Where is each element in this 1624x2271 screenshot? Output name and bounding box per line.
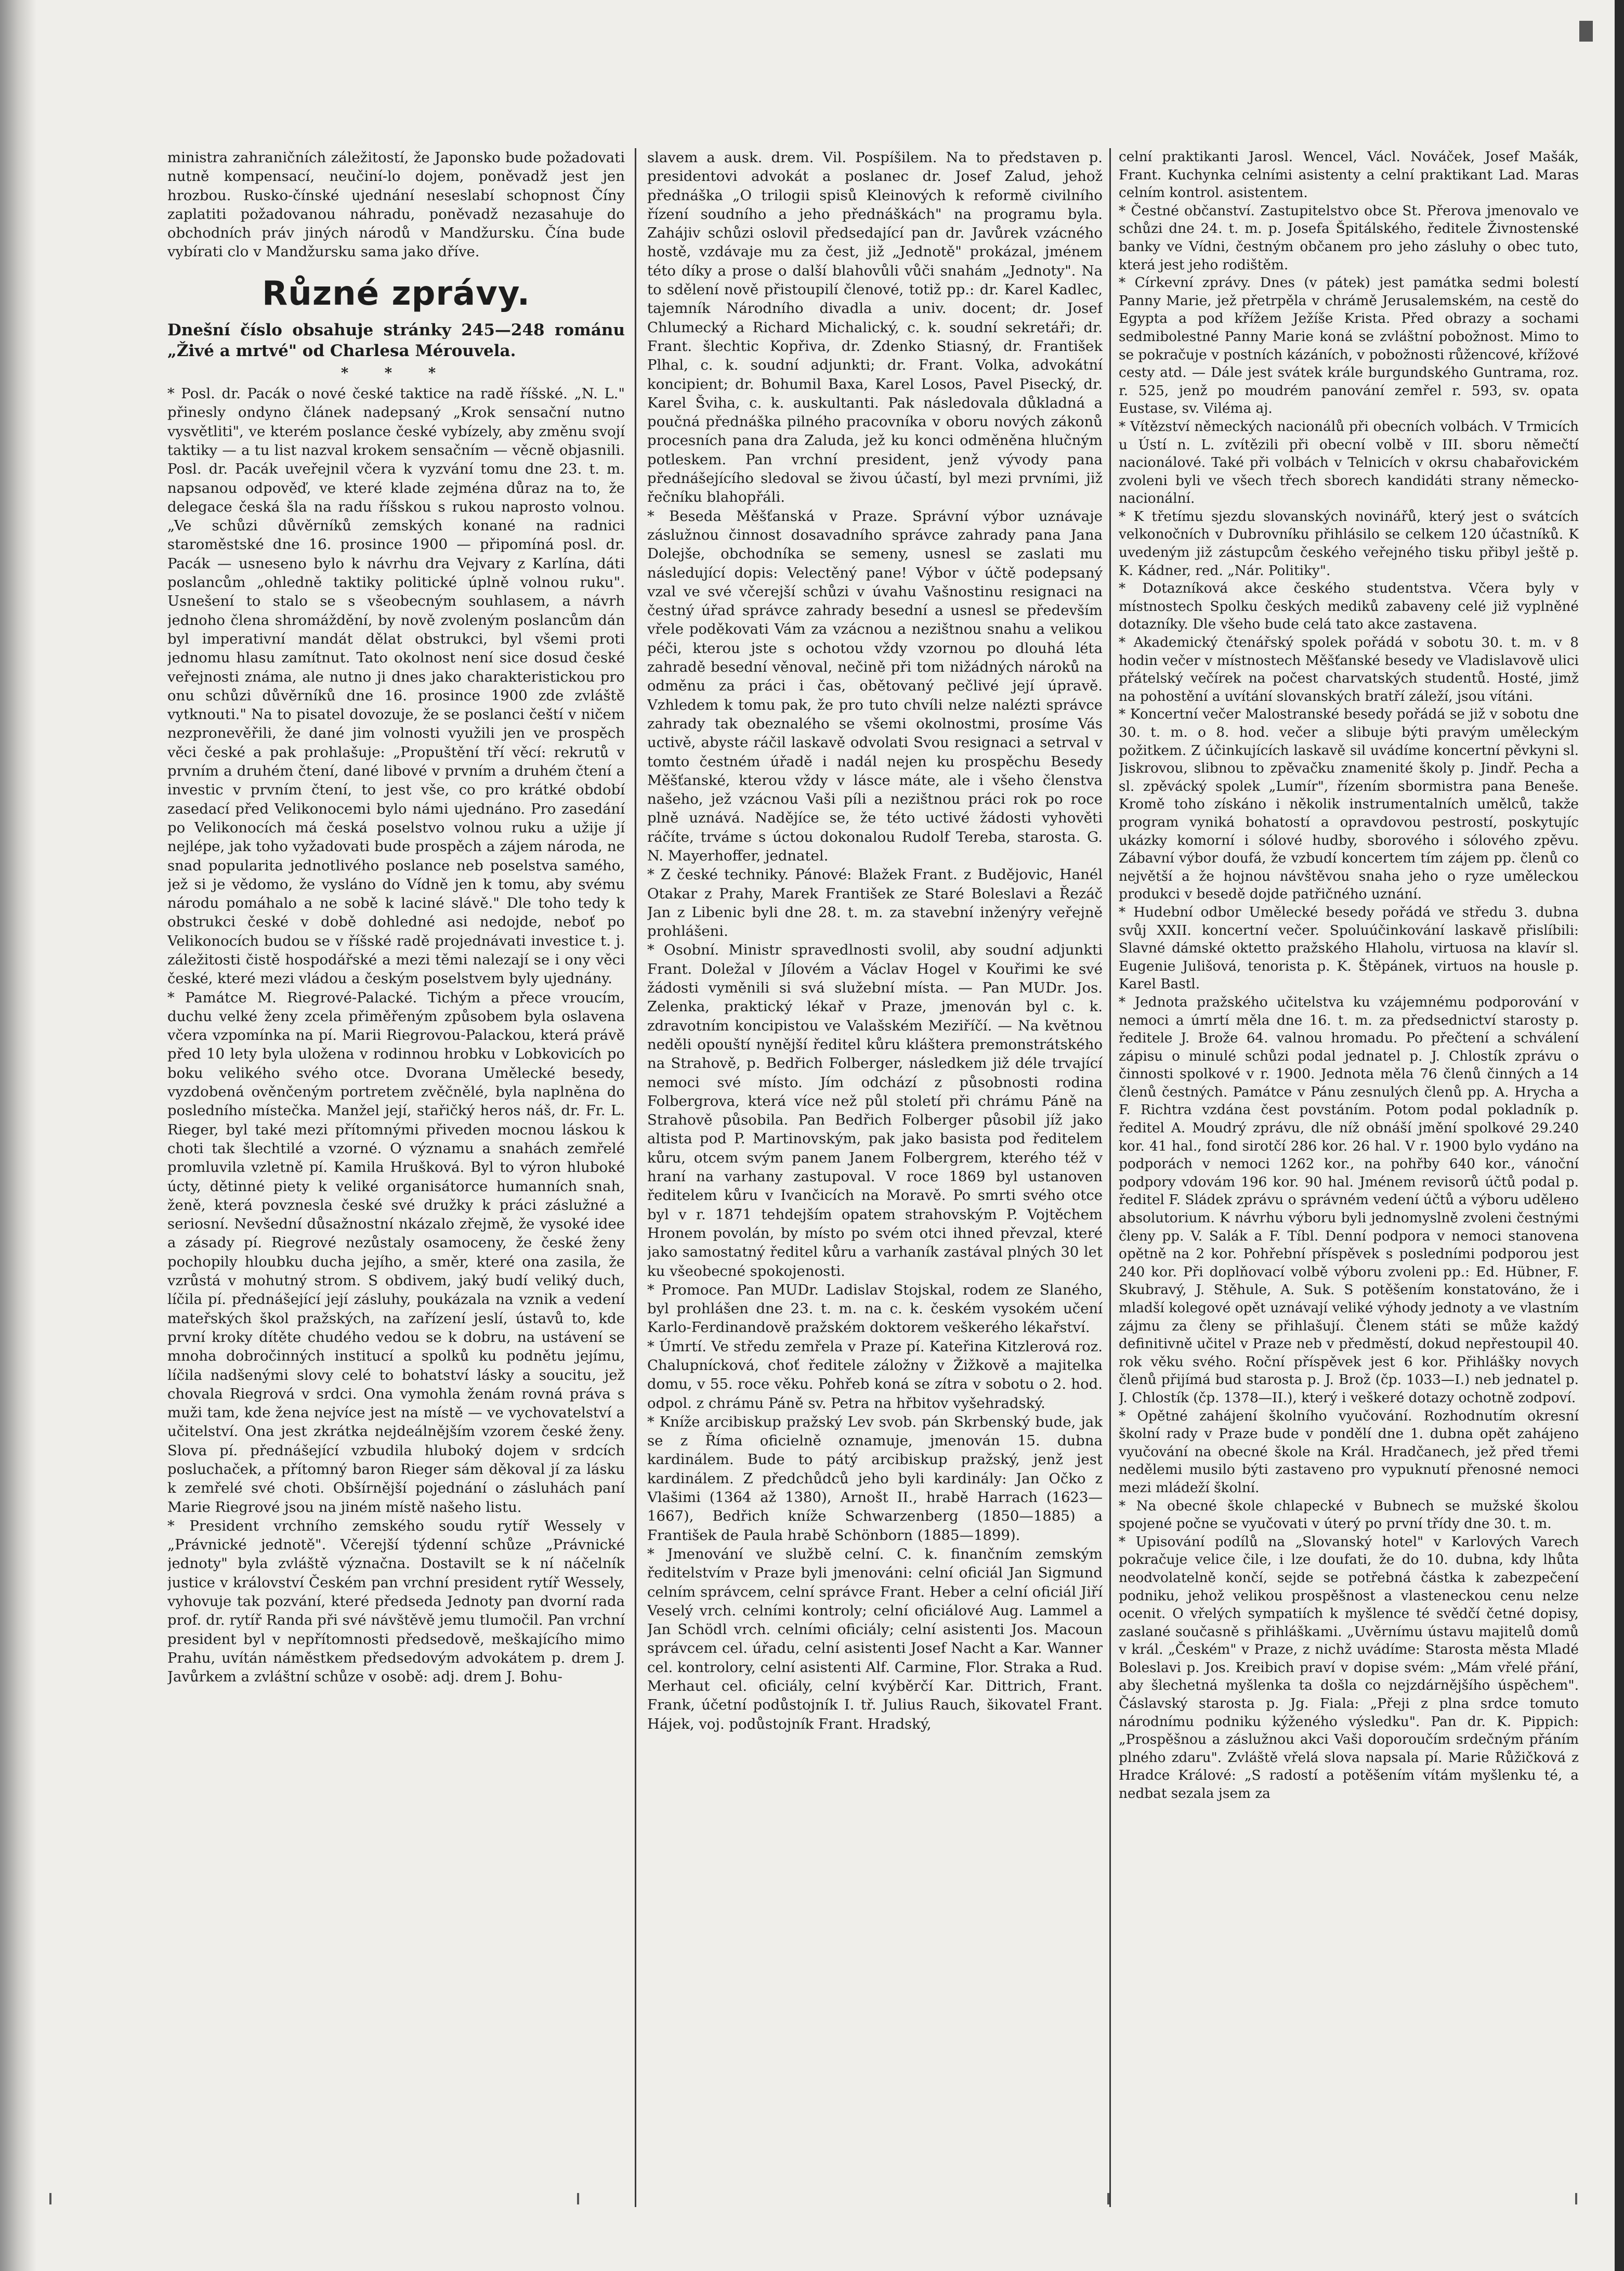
news-item-technika: * Z české techniky. Pánové: Blažek Frant. z Budějovic, Hanél Otakar z Prahy, Marek František ze Staré Boleslavi a Řezáč Jan z Libenic byli dne 28. t. m. za stavební inženýry veřejně prohlášeni.: [647, 866, 1103, 940]
margin-mark: [49, 2193, 51, 2204]
column-right: [1119, 148, 1579, 2202]
margin-mark: [577, 2193, 579, 2204]
bottom-margin-marks: [0, 2193, 1624, 2203]
news-item-obcanstvi: * Čestné občanství. Zastupitelstvo obce St. Přerova jmenovalo ve schůzi dne 24. t. m. p. Josefa Špitálského, ředitele Živnostenské banky ve Vídni, čestným občanem pro jeho zásluhy o obec tuto, která jest jeho rodištěm.: [1119, 203, 1579, 273]
news-item-cirkevni: * Církevní zprávy. Dnes (v pátek) jest památka sedmi bolestí Panny Marie, jež přetrpěla v chrámě Jerusalemském, na cestě do Egypta a pod křížem Ježíše Krista. Před obrazy a sochami sedmibolestné Panny Marie koná se zvláštní pobožnost. Mimo to se pokračuje v postních kázáních, v pobožnosti růžencové, křížové cesty atd. — Dále jest svátek krále burgundského Guntrama, roz. r. 525, jenž po moudrém panování zemřel r. 593, sv. opata Eustase, sv. Viléma aj.: [1119, 275, 1579, 417]
news-item-umrti: * Úmrtí. Ve středu zemřela v Praze pí. Kateřina Kitzlerová roz. Chalupnícková, choť ředitele záložny v Žižkově a majitelka domu, v 55. roce věku. Pohřeb koná se zítra v sobotu o 2. hod. odpol. z chrámu Páně sv. Petra na hřbitov vyšehradský.: [647, 1338, 1103, 1412]
news-item-koncert: * Koncertní večer Malostranské besedy pořádá se již v sobotu dne 30. t. m. o 8. hod. večer a slibuje býti pravým uměleckým požitkem. Z účinkujících laskavě sil uvádíme koncertní pěvkyni sl. Jiskrovou, slibnou to zpěvačku znamenité školy p. Jindř. Pecha a sl. zpěvácký spolek „Lumír", řízením sbormistra pana Beneše. Kromě toho získáno i několik instrumentalních umělců, takže program vyniká bohatostí a opravdovou pestrostí, poskytujíc ukázky komorní i sólové hudby, sborového i sólového zpěvu. Zábavní výbor doufá, že vzbudí koncertem tím zájem pp. členů co největší a že hojnou návštěvou snaha jeho o ryze uměleckou produkci v besedě dojde patřičného uznání.: [1119, 707, 1579, 903]
news-item-continuation: slavem a ausk. drem. Vil. Pospíšilem. Na to představen p. presidentovi advokát a poslanec dr. Josef Zalud, jehož přednáška „O trilogii spisů Kleinových k reformě civilního řízení soudního a jeho přednáškách" na programu byla. Zahájiv schůzi oslovil předsedající pan dr. Javůrek vzácného hostě, vzdávaje mu za čest, již „Jednotě" prokázal, jménem této díky a prose o další blahovůli vůči snahám „Jednoty". Na to sdělení nově přistoupilí členové, totiž pp.: dr. Karel Kadlec, tajemník Národního divadla a univ. docent; dr. Josef Chlumecký a Richard Michalický, c. k. soudní sekretáři; dr. Frant. šlechtic Kopřiva, dr. Zdenko Stiasný, dr. František Plhal, c. k. soudní adjunkti; dr. Frant. Volka, advokátní koncipient; dr. Bohumil Baxa, Karel Losos, Pavel Pisecký, dr. Karel Šviha, c. k. auskultanti. Pak následovala důkladná a poučná přednáška pilného pracovníka v oboru nových zákonů procesních pana dra Zaluda, jež ku konci odměněna hlučným potleskem. Pan vrchní president, jenž vývody pana přednášejícího sledoval se živou účastí, byl mezi prvními, již řečníku blahopřáli.: [647, 149, 1103, 506]
column-divider: [635, 148, 636, 2207]
news-item-riegrova: * Památce M. Riegrové-Palacké. Tichým a přece vroucím, duchu velké ženy zcela přiměřeným způsobem byla oslavena včera vzpomínka na pí. Marii Riegrovou-Palackou, která právě před 10 lety byla uložena v rodinnou hrobku v Lobkovicích po boku velikého svého otce. Dvorana Umělecké besedy, vyzdobená ověnčeným portretem zvěčnělé, byla naplněna do posledního místečka. Manžel její, stařičký heros náš, dr. Fr. L. Rieger, byl také mezi přítomnými přiveden mocnou láskou k choti tak šlechtilé a vzorné. O významu a snahách zemřelé promluvila vzletně pí. Kamila Hrušková. Byl to výron hluboké úcty, dětinné piety k veliké organisátorce humanních snah, ženě, která povznesla české své družky k práci záslužné a seriosní. Nevšední důsažnostní nkázalo zřejmě, že vysoké idee a zásady pí. Riegrové nezůstaly osamoceny, že české ženy pochopily hloubku ducha jejího, a směr, které ona zasila, že vzrůstá v mohutný strom. S obdivem, jaký budí veliký duch, líčila pí. přednášející její zásluhy, poukázala na vznik a vedení mateřských škol pražských, na zařízení jeslí, ústavů to, kde první kroky dítěte chudého vedou se k dobru, na ustávení se mnoha dobročinných institucí a spolků ku podnětu jejímu, líčila nadšenými slovy celé to bohatství lásky a soucitu, jež chovala Riegrová v srdci. Ona vymohla ženám rovná práva s muži tam, kde žena nejvíce jest na místě — ve vychovatelství a učitelství. Ona jest zkrátka nejdeálnějším vzorem české ženy. Slova pí. přednášející vzbudila hluboký dojem v srdcích posluchaček, a přítomný baron Rieger sám děkoval jí za lásku k zemřelé své choti. Obšírnější pojednání o zásluhách paní Marie Riegrové jsou na jiném místě našeho listu.: [167, 989, 625, 1516]
news-item-wessely: * President vrchního zemského soudu rytíř Wessely v „Právnické jednotě". Včerejší týdenní schůze „Právnické jednoty" byla zvláště význačna. Dostavilt se k ní náčelník justice v království Českém pan vrchní president rytíř Wessely, vyhovuje tak pozvání, které předseda Jednoty pan dvorní rada prof. dr. rytíř Randa při své návštěvě jemu tlumočil. Pan vrchní president byl v nepřítomnosti předsedově, meškajícího mimo Prahu, uvítán náměstkem předsedovým advokátem p. drem J. Javůrkem a zvláštní schůze v osobě: adj. drem J. Bohu-: [167, 1517, 625, 1686]
ornament-divider: * * *: [340, 364, 452, 381]
margin-mark: [1107, 2193, 1109, 2204]
news-item-hudebni: * Hudební odbor Umělecké besedy pořádá ve středu 3. dubna svůj XXII. koncertní večer. Spoluúčinkování laskavě přislíbili: Slavné dámské oktetto pražského Hlaholu, virtuosa na klavír sl. Eugenie Julišová, tenorista p. K. Štěpánek, virtuos na housle p. Karel Bastl.: [1119, 904, 1579, 993]
page-left-edge: [0, 0, 36, 2271]
section-heading: Různé zprávy.: [261, 274, 531, 313]
news-item-dotaznik: * Dotazníková akce českého studentstva. Včera byly v místnostech Spolku českých mediků zabaveny celé již vyplněné dotazníky. Dle všeho bude celá tato akce zastavena.: [1119, 581, 1579, 633]
column-left: [167, 148, 625, 2202]
intro-paragraph: ministra zahraničních záležitostí, že Japonsko bude požadovati nutně kompensací, neučiní-lo dojem, poněvadž jest jen hrozbou. Rusko-čínské ujednání neseslabí schopnost Číny zaplatiti požadovanou náhradu, poněvadž nezasahuje do obchodních práv jiných národů v Mandžursku. Čína bude vybírati clo v Mandžursku sama jako dříve.: [167, 149, 625, 260]
margin-mark: [1579, 21, 1593, 42]
column-divider: [1109, 148, 1111, 2207]
news-item-jmenovani: * Jmenování ve službě celní. C. k. finančním zemským ředitelstvím v Praze byli jmenováni: celní oficiál Jan Sigmund celním správcem, celní správce Frant. Heber a celní oficiál Jiří Veselý vrch. celními kontroly; celní oficiálové Aug. Lammel a Jan Schödl vrch. celními oficiály; celní asistenti Jos. Macoun správcem cel. úřadu, celní asistenti Josef Nacht a Kar. Wanner cel. kontrolory, celní asistenti Alf. Carmine, Flor. Straka a Rud. Merhaut cel. oficiály, celní kvýběrčí Kar. Dittrich, Frant. Frank, účetní podůstojník I. tř. Julius Rauch, šikovatel Frant. Hájek, voj. podůstojník Frant. Hradský,: [647, 1545, 1103, 1732]
news-item-sjezd: * K třetímu sjezdu slovanských novinářů, který jest o svátcích velkonočních v Dubrovníku přihlásilo se celkem 120 účastníků. K uvedeným již zástupcům českého veřejného tisku přibyl ještě p. K. Kádner, red. „Nár. Politiky".: [1119, 508, 1579, 579]
news-item-promoce: * Promoce. Pan MUDr. Ladislav Stojskal, rodem ze Slaného, byl prohlášen dne 23. t. m. na c. k. českém vysokém učení Karlo-Ferdinandově pražském doktorem veškerého lékařství.: [647, 1281, 1103, 1336]
news-item-beseda: * Beseda Měšťanská v Praze. Správní výbor uznávaje záslužnou činnost dosavadního správce zahrady pana Jana Dolejše, obchodníka se semeny, usnesl se zaslati mu následující dopis: Velectěný pane! Výbor v účtě podepsaný vzal ve své včerejší schůzi v úvahu Vašnostinu resignaci na čestný úřad správce zahrady besední a usnesl se především vřele poděkovati Vám za vzácnou a nezištnou snahu a velikou péči, kterou jste s ochotou vždy vzornou po dlouhá léta zahradě besední věnoval, nečině při tom nižádných nároků na odměnu za práci i čas, obětovaný pečlivé její úpravě. Vzhledem k tomu pak, že pro tuto chvíli nelze nalézti správce zahrady tak obeznalého se všemi okolnostmi, prosíme Vás uctivě, abyste ráčil laskavě odvolati Svou resignaci a setrval v tomto čestném úřadě i nadál nejen ku prospěchu Besedy Měšťanské, kterou vždy v lásce máte, ale i všeho členstva našeho, jež vzácnou Vaši píli a nezištnou práci rok po roce plně uznává. Nadějíce se, že této uctivé žádosti vyhověti ráčíte, trváme s úctou dokonalou Rudolf Tereba, starosta. G. N. Mayerhoffer, jednatel.: [647, 507, 1103, 864]
margin-mark: [1575, 2193, 1577, 2204]
news-item-akademicky: * Akademický čtenářský spolek pořádá v sobotu 30. t. m. v 8 hodin večer v místnostech Měšťanské besedy ve Vladislavově ulici přátelský večírek na počest charvatských studentů. Hosté, jimž na pohostění a uvítání slovanských bratří záleží, jsou vítáni.: [1119, 635, 1579, 704]
news-item-volby: * Vítězství německých nacionálů při obecních volbách. V Trmicích u Ústí n. L. zvítězili při obecní volbě v III. sboru němečtí nacionálové. Také při volbách v Telnicích v okrsu chabařovickém zvoleni byli ve všech třech sborech kandidáti strany německo-nacionální.: [1119, 419, 1579, 507]
news-item-bubny: * Na obecné škole chlapecké v Bubnech se mužské školou spojené počne se vyučovati v úterý po první třídy dne 30. t. m.: [1119, 1498, 1579, 1532]
news-item-osobni: * Osobní. Ministr spravedlnosti svolil, aby soudní adjunkti Frant. Doležal v Jílovém a Václav Hogel v Kouřimi ke své žádosti vyměnili si svá služební místa. — Pan MUDr. Jos. Zelenka, praktický lékař v Praze, jmenován byl c. k. zdravotním koncipistou ve Valašském Meziříčí. — Na květnou neděli opouští nynější ředitel kůru kláštera premonstrátského na Strahově, p. Bedřich Folberger, následkem již déle trvající nemoci své místo. Jím odchází z působnosti rodina Folbergrova, která více než půl století při chrámu Páně na Strahově působila. Pan Bedřich Folberger působil jíž jako altista pod P. Martinovským, pak jako basista pod ředitelem kůru, otcem svým panem Janem Folbergrem, kterého též v hraní na varhany zastupoval. V roce 1869 byl ustanoven ředitelem kůru v Ivančicích na Moravě. Po smrti svého otce byl v r. 1871 tehdejším opatem strahovským P. Vojtěchem Hronem povolán, by místo po svém otci ihned převzal, které jako samostatný ředitel kůru a varhaník zastával plných 30 let ku všeobecné spokojenosti.: [647, 942, 1103, 1280]
novel-notice: Dnešní číslo obsahuje stránky 245—248 románu „Živé a mrtvé" od Charlesa Mérouvela.: [167, 320, 625, 360]
news-item-hotel: * Upisování podílů na „Slovanský hotel" v Karlových Varech pokračuje velice čile, i lze doufati, že do 10. dubna, kdy lhůta neodvolatelně končí, sejde se potřebná částka k zabezpečení podniku, jehož velikou prospěšnost a vlasteneckou cenu nelze ocenit. O vřelých sympatiích k myšlence té svědčí četné dopisy, zaslané současně s přihláškami. „Uvěrnímu ústavu majitelů domů v král. „Českém" v Praze, z nichž uvádíme: Starosta města Mladé Boleslavi p. Jos. Kreibich praví v dopise svém: „Mám vřelé přání, aby šlechetná myšlenka ta došla co nejzdárnějšího úspěchem". Čáslavský starosta p. Jg. Fiala: „Přeji z plna srdce tomuto národnímu podniku kýženého výsledku". Pan dr. K. Pippich: „Prospěšnou a záslužnou akci Vaši doporoučím srdečným přáním plného zdaru". Zvláště vřelá slova napsala pí. Marie Růžičková z Hradce Králové: „S radostí a potěšením vítám myšlenku té, a nedbat sezala jsem za: [1119, 1534, 1579, 1802]
news-item-continuation: celní praktikanti Jarosl. Wencel, Václ. Nováček, Josef Mašák, Frant. Kuchynka celními asistenty a celní praktikant Lad. Maras celním kontrol. asistentem.: [1119, 149, 1579, 201]
news-item-vyucovani: * Opětné zahájení školního vyučování. Rozhodnutím okresní školní rady v Praze bude v pondělí dne 1. dubna opět zahájeno vyučování na obecné škole na Král. Hradčanech, jež před třemi nedělemi musilo býti zastaveno pro vypuknutí přenosné nemoci mezi mládeží školní.: [1119, 1408, 1579, 1496]
news-item-arcibiskup: * Kníže arcibiskup pražský Lev svob. pán Skrbenský bude, jak se z Říma oficielně oznamuje, jmenován 15. dubna kardinálem. Bude to pátý arcibiskup pražský, jenž jest kardinálem. Z předchůdců jeho byli kardinály: Jan Očko z Vlašimi (1364 až 1380), Arnošt II., hrabě Harrach (1623—1667), Bedřich kníže Schwarzenberg (1850—1885) a František de Paula hrabě Schönborn (1885—1899).: [647, 1413, 1103, 1544]
news-item-jednota: * Jednota pražského učitelstva ku vzájemnému podporování v nemoci a úmrtí měla dne 16. t. m. za předsednictví starosty p. ředitele J. Brože 64. valnou hromadu. Po přečtení a schválení zápisu o minulé schůzi podal jednatel p. J. Chlostík zprávu o činnosti spolkové v r. 1900. Jednota měla 76 členů činných a 14 členů čestných. Památce v Pánu zesnulých členů pp. A. Hrycha a F. Richtra vzdána čest povstáním. Potom podal pokladník p. ředitel A. Moudrý zprávu, dle níž obnáší jmění spolkové 29.240 kor. 41 hal., fond sirotčí 286 kor. 26 hal. V r. 1900 bylo vydáno na podporách v nemoci 1262 kor., na pohřby 640 kor., vánoční podpory vdovám 196 kor. 90 hal. Jménem revisorů účtů podal p. ředitel F. Sládek zprávu o správném vedení účtů a výboru udělено absolutorium. K návrhu výboru byli jednomyslně zvoleni čestnými členy pp. V. Salák a F. Tíbl. Denní podpora v nemoci stanovena opětně na 2 kor. Pohřební příspěvek s posledními podporou jest 240 kor. Při doplňovací volbě výboru zvoleni pp.: Ed. Hübner, F. Skubravý, J. Stěhule, A. Suk. S potěšením konstatováno, že i mladší kolegové opět uznávají veliké výhody jednoty a ve vlastním zájmu za členy se přihlašují. Členem státi se může každý definitivně učitel v Praze neb v předměstí, dokud nepřestoupil 40. rok věku svého. Roční příspěvek jest 6 kor. Přihlášky novych členů přijímá bud starosta p. J. Brož (čp. 1033—I.) neb jednatel p. J. Chlostík (čp. 1378—II.), který i veškeré dotazy ochotně zodpoví.: [1119, 994, 1579, 1406]
column-middle: [647, 148, 1103, 2202]
page-right-edge: [1615, 0, 1624, 2271]
news-item-pacak: * Posl. dr. Pacák o nové české taktice na radě říšské. „N. L." přinesly ondyno článek nadepsaný „Krok sensační nutno vysvětliti", ve kterém poslance české vybízely, aby změnu svojí taktiky — a tu list nazval krokem sensačním — věcně objasnili. Posl. dr. Pacák uveřejnil včera k vyzvání tomu dne 23. t. m. napsanou odpověď, ve které klade zejména důraz na to, že delegace česká šla na radu říšskou s rukou naprosto volnou. „Ve schůzi důvěrníků zemských konané na radnici staroměstské dne 16. prosince 1900 — připomíná posl. dr. Pacák — usneseno bylo k návrhu dra Vejvary z Karlína, dáti poslancům „ohledně taktiky politické úplně volnou ruku". Usnešení to stalo se s všeobecným souhlasem, a návrh jednoho člena shromáždění, by nově zvoleným poslancům dán byl imperativní mandát dělat obstrukci, byl všemi proti jednomu hlasu zamítnut. Tato okolnost není sice dosud české veřejnosti známa, ale nutno ji dnes jako charakteristickou pro onu schůzi důvěrníků dne 16. prosince 1900 zde zvláště vytknouti." Na to pisatel dovozuje, že se poslanci čeští v ničem nezpronevěřili, že dané jim volnosti využili jen ve prospěch věci české a pak prohlašuje: „Propuštění tří věcí: rekrutů v prvním a druhém čtení, dané libové v prvním a druhém čtení a investic v prvním čtení, to jest vše, co pro krátké období zasedací před Velikonocemi bylo námi ujednáno. Pro zasedání po Velikonocích má česká poselstvo volnou ruku a užije jí nejlépe, jak toho vyžadovati bude prospěch a zájem národa, ne snad popularita jednotlivého poslance neb poselstva samého, jež si je vědomo, že vysláno do Vídně jen k tomu, aby svému národu pomáhalo a ne sobě k laciné slávě." Dle toho tedy k obstrukci české v době dohledné asi nedojde, neboť po Velikonocích budou se v říšské radě projednávati investice t. j. záležitosti čistě hospodářské a mezi těmi nalezají se i ony věci české, které mezi vládou a českým poselstvem byly ujednány.: [167, 385, 625, 987]
